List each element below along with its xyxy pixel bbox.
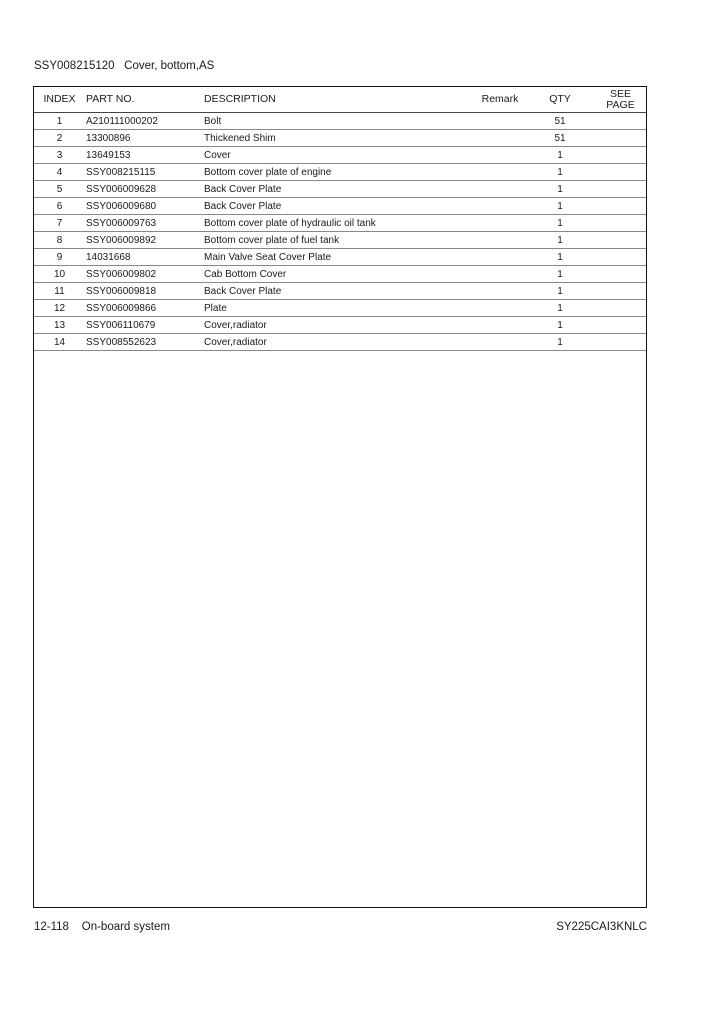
see-page-line2: PAGE xyxy=(606,98,635,111)
cell-remark xyxy=(475,215,525,232)
cell-see-page xyxy=(595,164,646,181)
cell-description: Main Valve Seat Cover Plate xyxy=(204,249,475,266)
assembly-part-number: SSY008215120 xyxy=(34,60,115,72)
cell-see-page xyxy=(595,300,646,317)
cell-part-no: 13649153 xyxy=(85,147,204,164)
cell-see-page xyxy=(595,266,646,283)
cell-see-page xyxy=(595,147,646,164)
cell-description: Cover xyxy=(204,147,475,164)
footer-left xyxy=(34,921,170,933)
page-number: 12-118 xyxy=(34,921,69,933)
table-row xyxy=(34,334,646,351)
cell-part-no: SSY008215115 xyxy=(85,164,204,181)
cell-index: 5 xyxy=(34,181,85,198)
cell-qty: 1 xyxy=(525,266,595,283)
cell-part-no: SSY006009818 xyxy=(85,283,204,300)
parts-list-frame xyxy=(33,86,647,908)
column-header-qty: QTY xyxy=(525,87,595,113)
cell-description: Bolt xyxy=(204,113,475,130)
cell-index: 1 xyxy=(34,113,85,130)
cell-part-no: SSY006110679 xyxy=(85,317,204,334)
table-row xyxy=(34,198,646,215)
cell-qty: 1 xyxy=(525,147,595,164)
cell-index: 10 xyxy=(34,266,85,283)
cell-qty: 51 xyxy=(525,113,595,130)
cell-description: Bottom cover plate of hydraulic oil tank xyxy=(204,215,475,232)
table-header-row xyxy=(34,87,646,113)
page-title xyxy=(34,60,214,72)
column-header-description: DESCRIPTION xyxy=(204,87,475,113)
cell-part-no: SSY006009763 xyxy=(85,215,204,232)
cell-qty: 1 xyxy=(525,249,595,266)
cell-part-no: SSY006009802 xyxy=(85,266,204,283)
cell-see-page xyxy=(595,181,646,198)
cell-part-no: 14031668 xyxy=(85,249,204,266)
cell-index: 12 xyxy=(34,300,85,317)
cell-description: Cab Bottom Cover xyxy=(204,266,475,283)
cell-see-page xyxy=(595,283,646,300)
cell-qty: 1 xyxy=(525,215,595,232)
cell-part-no: 13300896 xyxy=(85,130,204,147)
section-name: On-board system xyxy=(81,921,170,933)
table-row xyxy=(34,181,646,198)
cell-part-no: SSY006009628 xyxy=(85,181,204,198)
cell-index: 13 xyxy=(34,317,85,334)
cell-description: Cover,radiator xyxy=(204,317,475,334)
table-row xyxy=(34,164,646,181)
table-row xyxy=(34,317,646,334)
cell-index: 14 xyxy=(34,334,85,351)
cell-see-page xyxy=(595,317,646,334)
model-code: SY225CAI3KNLC xyxy=(556,921,647,933)
cell-index: 9 xyxy=(34,249,85,266)
see-page-line1: SEE xyxy=(609,87,631,100)
cell-qty: 1 xyxy=(525,232,595,249)
cell-index: 4 xyxy=(34,164,85,181)
cell-remark xyxy=(475,198,525,215)
column-header-index: INDEX xyxy=(34,87,85,113)
parts-table-body xyxy=(34,113,646,351)
cell-index: 2 xyxy=(34,130,85,147)
cell-qty: 1 xyxy=(525,317,595,334)
table-row xyxy=(34,249,646,266)
cell-part-no: SSY006009866 xyxy=(85,300,204,317)
cell-qty: 1 xyxy=(525,198,595,215)
table-row xyxy=(34,130,646,147)
cell-see-page xyxy=(595,130,646,147)
cell-remark xyxy=(475,317,525,334)
cell-index: 8 xyxy=(34,232,85,249)
cell-index: 6 xyxy=(34,198,85,215)
parts-table xyxy=(34,87,646,351)
cell-description: Thickened Shim xyxy=(204,130,475,147)
cell-description: Back Cover Plate xyxy=(204,283,475,300)
cell-see-page xyxy=(595,198,646,215)
assembly-title: Cover, bottom,AS xyxy=(124,60,215,72)
cell-see-page xyxy=(595,215,646,232)
cell-remark xyxy=(475,181,525,198)
cell-index: 11 xyxy=(34,283,85,300)
cell-qty: 1 xyxy=(525,300,595,317)
cell-part-no: SSY006009892 xyxy=(85,232,204,249)
table-row xyxy=(34,215,646,232)
table-row xyxy=(34,283,646,300)
cell-part-no: SSY006009680 xyxy=(85,198,204,215)
cell-qty: 1 xyxy=(525,334,595,351)
cell-description: Plate xyxy=(204,300,475,317)
column-header-remark: Remark xyxy=(475,87,525,113)
cell-remark xyxy=(475,334,525,351)
table-row xyxy=(34,266,646,283)
cell-see-page xyxy=(595,113,646,130)
cell-index: 3 xyxy=(34,147,85,164)
table-row xyxy=(34,113,646,130)
cell-remark xyxy=(475,249,525,266)
cell-part-no: SSY008552623 xyxy=(85,334,204,351)
cell-see-page xyxy=(595,249,646,266)
cell-index: 7 xyxy=(34,215,85,232)
cell-description: Bottom cover plate of fuel tank xyxy=(204,232,475,249)
column-header-part-no: PART NO. xyxy=(85,87,204,113)
cell-remark xyxy=(475,164,525,181)
cell-remark xyxy=(475,266,525,283)
cell-remark xyxy=(475,130,525,147)
cell-qty: 1 xyxy=(525,164,595,181)
column-header-see-page xyxy=(595,87,646,113)
cell-qty: 51 xyxy=(525,130,595,147)
cell-remark xyxy=(475,113,525,130)
cell-qty: 1 xyxy=(525,283,595,300)
cell-see-page xyxy=(595,334,646,351)
cell-qty: 1 xyxy=(525,181,595,198)
cell-description: Bottom cover plate of engine xyxy=(204,164,475,181)
cell-description: Back Cover Plate xyxy=(204,198,475,215)
cell-remark xyxy=(475,283,525,300)
table-row xyxy=(34,147,646,164)
cell-description: Back Cover Plate xyxy=(204,181,475,198)
cell-remark xyxy=(475,147,525,164)
cell-part-no: A210111000202 xyxy=(85,113,204,130)
table-row xyxy=(34,232,646,249)
cell-see-page xyxy=(595,232,646,249)
table-row xyxy=(34,300,646,317)
cell-remark xyxy=(475,232,525,249)
cell-remark xyxy=(475,300,525,317)
cell-description: Cover,radiator xyxy=(204,334,475,351)
